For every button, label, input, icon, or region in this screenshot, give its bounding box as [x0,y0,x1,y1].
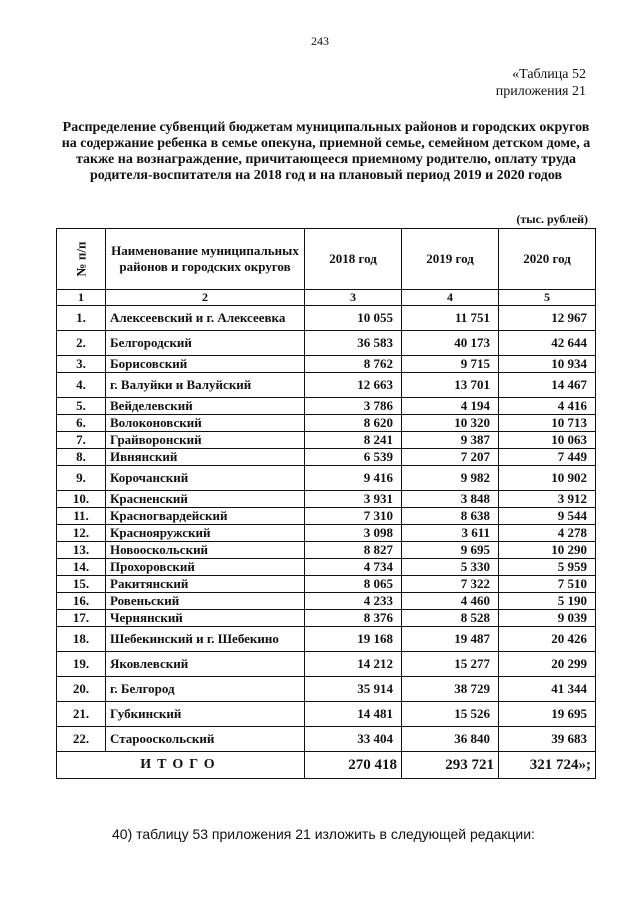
row-name: Корочанский [106,466,305,491]
row-value-2020: 9 544 [499,508,596,525]
row-value-2020: 19 695 [499,702,596,727]
row-name: Ровеньский [106,593,305,610]
row-number: 10. [57,491,106,508]
row-number: 15. [57,576,106,593]
table-row [57,610,596,627]
row-value-2019: 15 526 [402,702,499,727]
row-name: Ивнянский [106,449,305,466]
row-value-2020: 14 467 [499,373,596,398]
row-name: Чернянский [106,610,305,627]
table-row [57,702,596,727]
row-value-2020: 10 934 [499,356,596,373]
row-value-2020: 4 278 [499,525,596,542]
row-number: 20. [57,677,106,702]
table-row [57,627,596,652]
row-value-2018: 3 931 [305,491,402,508]
row-value-2020: 39 683 [499,727,596,752]
table-row [57,356,596,373]
row-name: Краснояружский [106,525,305,542]
row-value-2019: 9 695 [402,542,499,559]
row-value-2019: 38 729 [402,677,499,702]
table-row [57,466,596,491]
row-number: 11. [57,508,106,525]
row-value-2020: 10 713 [499,415,596,432]
table-row [57,331,596,356]
row-value-2019: 7 322 [402,576,499,593]
table-row [57,449,596,466]
row-name: Прохоровский [106,559,305,576]
row-value-2020: 10 063 [499,432,596,449]
row-value-2019: 40 173 [402,331,499,356]
row-number: 7. [57,432,106,449]
row-name: Грайворонский [106,432,305,449]
row-value-2018: 8 241 [305,432,402,449]
table-row [57,508,596,525]
column-number: 1 [57,290,106,306]
row-value-2019: 7 207 [402,449,499,466]
total-label: ИТОГО [57,752,305,779]
header-2019: 2019 год [402,229,499,290]
header-2020: 2020 год [499,229,596,290]
table-reference-line-2: приложения 21 [495,84,586,99]
table-row [57,415,596,432]
row-number: 13. [57,542,106,559]
row-value-2020: 7 449 [499,449,596,466]
row-name: Ракитянский [106,576,305,593]
row-value-2020: 20 426 [499,627,596,652]
row-value-2018: 35 914 [305,677,402,702]
table-row [57,576,596,593]
row-value-2018: 19 168 [305,627,402,652]
row-value-2018: 8 376 [305,610,402,627]
row-name: Красногвардейский [106,508,305,525]
row-value-2019: 8 528 [402,610,499,627]
row-number: 18. [57,627,106,652]
row-value-2019: 5 330 [402,559,499,576]
column-number: 2 [106,290,305,306]
row-value-2020: 42 644 [499,331,596,356]
table-row [57,491,596,508]
row-value-2019: 9 387 [402,432,499,449]
table-row [57,398,596,415]
table-reference [496,66,586,100]
row-value-2020: 5 190 [499,593,596,610]
row-value-2018: 8 065 [305,576,402,593]
column-number: 3 [305,290,402,306]
row-value-2018: 36 583 [305,331,402,356]
row-number: 5. [57,398,106,415]
row-number: 12. [57,525,106,542]
row-number: 9. [57,466,106,491]
table-row [57,727,596,752]
table-body [57,306,596,752]
table-row [57,652,596,677]
row-name: Вейделевский [106,398,305,415]
row-value-2018: 4 233 [305,593,402,610]
row-value-2020: 10 290 [499,542,596,559]
row-number: 4. [57,373,106,398]
row-number: 3. [57,356,106,373]
table-row [57,432,596,449]
row-name: г. Белгород [106,677,305,702]
row-value-2019: 8 638 [402,508,499,525]
row-value-2020: 20 299 [499,652,596,677]
row-value-2018: 3 098 [305,525,402,542]
row-value-2018: 6 539 [305,449,402,466]
table-row [57,559,596,576]
header-2018: 2018 год [305,229,402,290]
row-number: 2. [57,331,106,356]
table-header-row [57,229,596,290]
total-2020: 321 724»; [499,752,596,779]
row-value-2019: 9 715 [402,356,499,373]
row-name: Борисовский [106,356,305,373]
row-value-2018: 8 620 [305,415,402,432]
row-value-2018: 14 212 [305,652,402,677]
row-name: Шебекинский и г. Шебекино [106,627,305,652]
table-row [57,525,596,542]
subvention-table [56,228,596,779]
footer-note: 40) таблицу 53 приложения 21 изложить в следующей редакции: [112,826,535,842]
row-name: Алексеевский и г. Алексеевка [106,306,305,331]
row-value-2018: 12 663 [305,373,402,398]
row-value-2020: 5 959 [499,559,596,576]
row-number: 8. [57,449,106,466]
row-value-2019: 13 701 [402,373,499,398]
column-number: 5 [499,290,596,306]
table-row [57,677,596,702]
row-value-2019: 3 848 [402,491,499,508]
row-value-2018: 3 786 [305,398,402,415]
row-value-2018: 14 481 [305,702,402,727]
row-value-2018: 33 404 [305,727,402,752]
row-name: Волоконовский [106,415,305,432]
row-name: Красненский [106,491,305,508]
row-name: г. Валуйки и Валуйский [106,373,305,398]
row-value-2020: 41 344 [499,677,596,702]
row-name: Белгородский [106,331,305,356]
row-value-2019: 4 460 [402,593,499,610]
row-name: Старооскольский [106,727,305,752]
total-2019: 293 721 [402,752,499,779]
row-number: 21. [57,702,106,727]
row-number: 16. [57,593,106,610]
row-value-2018: 8 827 [305,542,402,559]
row-number: 14. [57,559,106,576]
row-number: 17. [57,610,106,627]
page-number: 243 [311,34,329,48]
total-row [57,752,596,779]
row-name: Новооскольский [106,542,305,559]
total-2018: 270 418 [305,752,402,779]
column-number-row [57,290,596,306]
row-value-2020: 9 039 [499,610,596,627]
row-value-2018: 7 310 [305,508,402,525]
row-value-2019: 3 611 [402,525,499,542]
row-value-2020: 12 967 [499,306,596,331]
row-value-2020: 4 416 [499,398,596,415]
document-title: Распределение субвенций бюджетам муниципальных районов и городских округов на содержание ребенка в семье опекуна, приемной семье, семейном детском доме, а также на вознаграждение, причитающееся приемному родителю, оплату труда родителя-воспитателя на 2018 год и на плановый период 2019 и 2020 годов [61,120,591,183]
row-value-2018: 8 762 [305,356,402,373]
row-number: 22. [57,727,106,752]
row-value-2019: 36 840 [402,727,499,752]
row-name: Яковлевский [106,652,305,677]
row-number: 19. [57,652,106,677]
table-row [57,373,596,398]
row-value-2018: 10 055 [305,306,402,331]
row-value-2019: 15 277 [402,652,499,677]
row-value-2019: 19 487 [402,627,499,652]
row-number: 6. [57,415,106,432]
table-row [57,542,596,559]
row-value-2018: 9 416 [305,466,402,491]
row-number: 1. [57,306,106,331]
units-label: (тыс. рублей) [516,212,588,226]
column-number: 4 [402,290,499,306]
table-row [57,306,596,331]
row-name: Губкинский [106,702,305,727]
row-value-2019: 4 194 [402,398,499,415]
row-value-2020: 3 912 [499,491,596,508]
header-name: Наименование муниципальных районов и городских округов [106,229,305,290]
row-value-2018: 4 734 [305,559,402,576]
row-value-2019: 11 751 [402,306,499,331]
row-value-2019: 10 320 [402,415,499,432]
header-number [57,229,106,290]
row-value-2020: 7 510 [499,576,596,593]
table-row [57,593,596,610]
row-value-2019: 9 982 [402,466,499,491]
row-value-2020: 10 902 [499,466,596,491]
header-number-label: № п/п [73,241,88,277]
table-reference-line-1: «Таблица 52 [512,67,586,82]
